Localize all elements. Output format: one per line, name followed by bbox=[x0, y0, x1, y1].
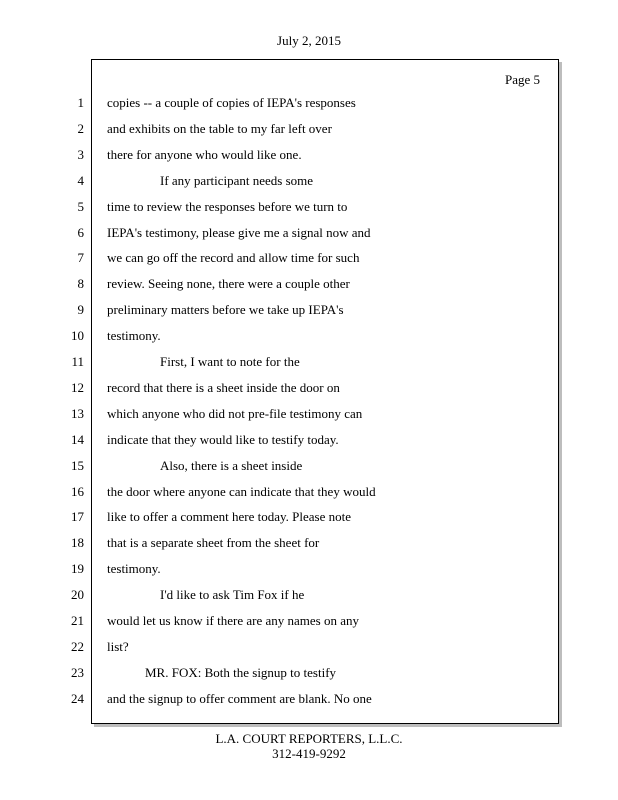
line-number: 1 bbox=[77, 95, 84, 110]
transcript-line-text: record that there is a sheet inside the door on bbox=[107, 380, 340, 395]
line-number: 7 bbox=[77, 250, 84, 265]
line-number: 17 bbox=[71, 509, 84, 524]
line-number: 24 bbox=[71, 691, 84, 706]
transcript-line-text: and exhibits on the table to my far left over bbox=[107, 121, 332, 136]
line-number: 14 bbox=[71, 432, 84, 447]
line-number: 21 bbox=[71, 613, 84, 628]
line-number: 18 bbox=[71, 535, 84, 550]
line-number: 11 bbox=[71, 354, 84, 369]
line-number: 22 bbox=[71, 639, 84, 654]
transcript-line-text: would let us know if there are any names on any bbox=[107, 613, 359, 628]
transcript-line-text: that is a separate sheet from the sheet for bbox=[107, 535, 320, 550]
transcript-line-text: like to offer a comment here today. Please note bbox=[107, 509, 352, 524]
transcript-line-text: testimony. bbox=[107, 328, 161, 343]
transcript-line-text: list? bbox=[107, 639, 129, 654]
transcript-line-text: indicate that they would like to testify today. bbox=[107, 432, 339, 447]
transcript-line-text: preliminary matters before we take up IEPA's bbox=[107, 302, 344, 317]
transcript-line-text: review. Seeing none, there were a couple other bbox=[107, 276, 350, 291]
transcript-line-text: Also, there is a sheet inside bbox=[160, 458, 303, 473]
line-number: 15 bbox=[71, 458, 84, 473]
line-number: 2 bbox=[77, 121, 84, 136]
footer-company: L.A. COURT REPORTERS, L.L.C. bbox=[215, 731, 403, 746]
line-number: 23 bbox=[71, 665, 84, 680]
line-number: 4 bbox=[77, 173, 84, 188]
transcript-line-text: MR. FOX: Both the signup to testify bbox=[145, 665, 337, 680]
line-number: 12 bbox=[71, 380, 84, 395]
transcript-line-text: I'd like to ask Tim Fox if he bbox=[160, 587, 305, 602]
line-number: 6 bbox=[77, 225, 84, 240]
transcript-line-text: the door where anyone can indicate that they would bbox=[107, 484, 376, 499]
header-date: July 2, 2015 bbox=[277, 33, 341, 48]
transcript-line-text: copies -- a couple of copies of IEPA's responses bbox=[107, 95, 356, 110]
line-number: 8 bbox=[77, 276, 84, 291]
transcript-line-text: First, I want to note for the bbox=[160, 354, 300, 369]
transcript-line-text: IEPA's testimony, please give me a signal now and bbox=[107, 225, 371, 240]
line-number: 10 bbox=[71, 328, 84, 343]
transcript-line-text: we can go off the record and allow time for such bbox=[107, 250, 360, 265]
transcript-line-text: and the signup to offer comment are blank. No one bbox=[107, 691, 372, 706]
line-number: 5 bbox=[77, 199, 84, 214]
transcript-line-text: which anyone who did not pre-file testimony can bbox=[107, 406, 363, 421]
line-number: 19 bbox=[71, 561, 84, 576]
transcript-line-text: time to review the responses before we turn to bbox=[107, 199, 348, 214]
line-number: 9 bbox=[77, 302, 84, 317]
transcript-line-text: If any participant needs some bbox=[160, 173, 314, 188]
line-number: 3 bbox=[77, 147, 84, 162]
line-number: 13 bbox=[71, 406, 84, 421]
footer-phone: 312-419-9292 bbox=[272, 746, 346, 761]
transcript-line-text: testimony. bbox=[107, 561, 161, 576]
line-number: 20 bbox=[71, 587, 84, 602]
line-number: 16 bbox=[71, 484, 84, 499]
transcript-line-text: there for anyone who would like one. bbox=[107, 147, 302, 162]
page-number: Page 5 bbox=[504, 72, 540, 87]
